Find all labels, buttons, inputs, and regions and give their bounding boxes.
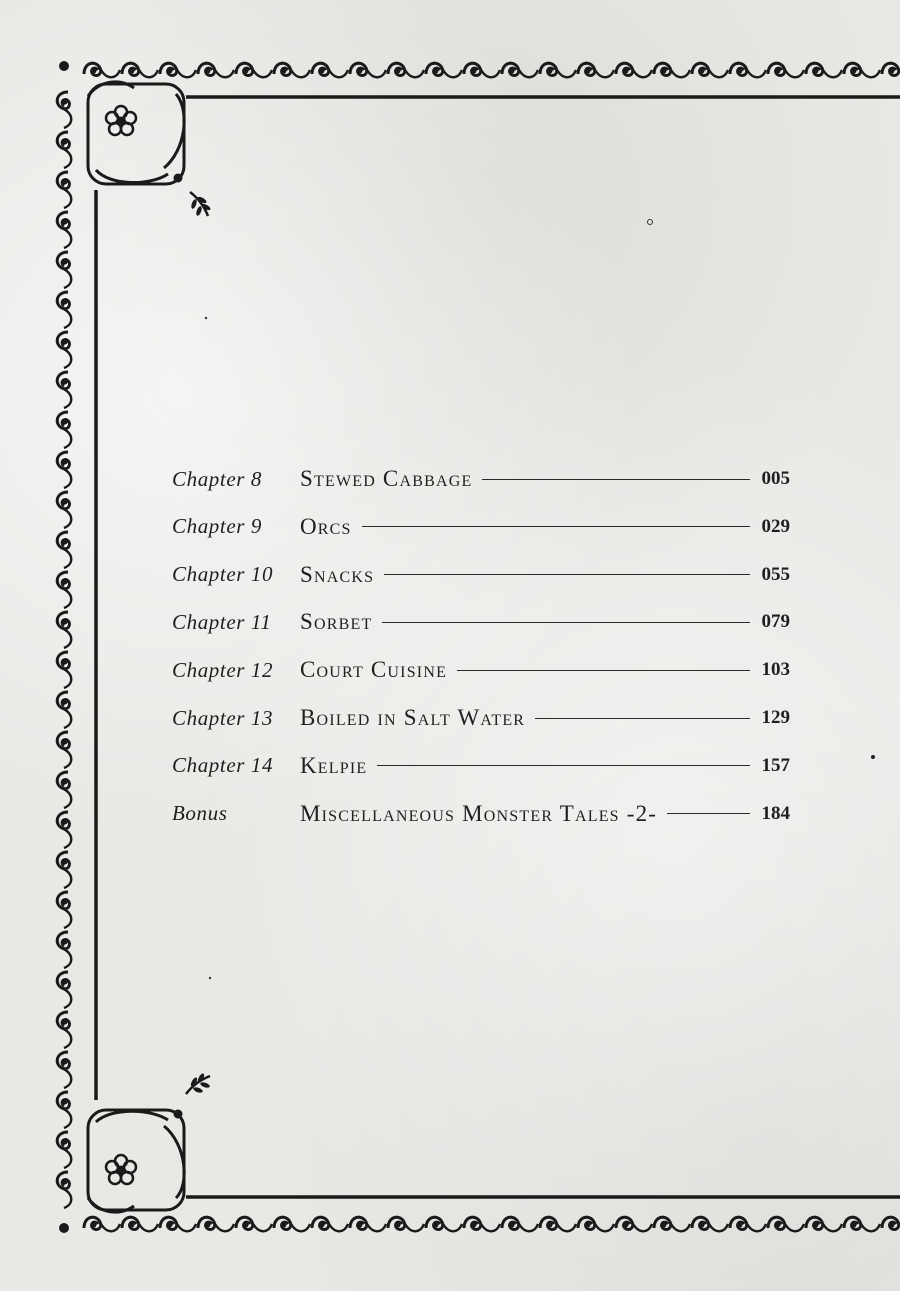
chapter-label: Chapter 13 [172,705,274,730]
scroll-ornament [57,772,71,808]
scroll-ornament [198,1217,234,1231]
scroll-ornament [198,63,234,77]
scroll-ornament [57,1092,71,1128]
chapter-label: Chapter 11 [172,609,272,634]
scroll-ornament [806,63,842,77]
scroll-ornament [882,1217,900,1231]
chapter-label: Bonus [172,801,228,826]
scroll-ornament [426,63,462,77]
scroll-ornament [844,63,880,77]
scroll-ornament [84,1217,120,1231]
scroll-ornament [274,1217,310,1231]
scroll-ornament [578,1217,614,1231]
scroll-ornament [464,1217,500,1231]
scroll-ornament [502,1217,538,1231]
toc-entry [172,510,790,544]
page-number: 157 [761,754,790,776]
chapter-title: Miscellaneous Monster Tales -2- [300,800,658,826]
chapter-label: Chapter 9 [172,514,262,539]
scroll-ornament [350,1217,386,1231]
scroll-ornament [122,63,158,77]
dot-leader-line [535,718,750,719]
chapter-title: Court Cuisine [300,657,448,683]
page-number: 129 [761,707,790,728]
scroll-ornament [57,492,71,528]
toc-entry [172,749,790,783]
scroll-ornament [730,63,766,77]
dot-leader-line [377,765,750,766]
scroll-ornament [388,63,424,77]
scroll-ornament [692,63,728,77]
toc-entry [172,797,790,831]
scroll-ornament [806,1217,842,1231]
page-number: 029 [761,515,790,537]
scroll-ornament [654,63,690,77]
scroll-ornament [540,1217,576,1231]
scroll-ornament [57,932,71,968]
scroll-ornament [57,132,71,168]
scroll-ornament [502,63,538,77]
scroll-ornament [57,812,71,848]
scroll-ornament [57,1132,71,1168]
toc-entry [172,462,790,496]
scroll-ornament [616,63,652,77]
scroll-ornament [57,172,71,208]
chapter-title: Sorbet [300,609,373,635]
scroll-ornament [57,412,71,448]
scroll-ornament [578,63,614,77]
scroll-ornament [692,1217,728,1231]
chapter-title: Orcs [300,513,352,539]
scroll-ornament [312,1217,348,1231]
scroll-ornament [57,1172,71,1208]
scroll-ornament [426,1217,462,1231]
scroll-ornament [768,63,804,77]
page-number: 055 [761,563,790,585]
dot-leader-line [382,622,750,623]
toc-entry [172,558,790,592]
scroll-ornament [464,63,500,77]
scroll-ornament [350,63,386,77]
scroll-ornament [57,972,71,1008]
dot-leader-line [362,526,750,527]
chapter-title: Boiled in Salt Water [300,705,526,730]
scroll-ornament [57,332,71,368]
scroll-ornament [882,63,900,77]
scroll-ornament [57,852,71,888]
scroll-ornament [57,692,71,728]
scroll-ornament [57,252,71,288]
chapter-label: Chapter 14 [172,753,274,778]
scroll-ornament [57,572,71,608]
scroll-ornament [57,452,71,488]
chapter-label: Chapter 12 [172,657,274,682]
scroll-ornament [122,1217,158,1231]
scroll-ornament [57,372,71,408]
scroll-ornament [57,732,71,768]
chapter-title: Stewed Cabbage [300,466,473,491]
scroll-ornament [57,892,71,928]
page-number: 005 [761,468,790,489]
scroll-ornament [236,1217,272,1231]
scroll-ornament [84,63,120,77]
toc-entry [172,653,790,687]
scroll-ornament [236,63,272,77]
scroll-ornament [312,63,348,77]
scroll-ornament [57,532,71,568]
dot-leader-line [667,813,750,814]
chapter-title: Kelpie [300,752,368,778]
scroll-ornament [160,1217,196,1231]
scroll-ornament [730,1217,766,1231]
dot-leader-line [482,479,750,480]
scroll-ornament [57,652,71,688]
scroll-ornament [57,1052,71,1088]
scroll-ornament [57,1012,71,1048]
scroll-ornament [616,1217,652,1231]
scroll-ornament [844,1217,880,1231]
scroll-ornament [57,612,71,648]
scroll-ornament [274,63,310,77]
scroll-ornament [57,292,71,328]
scroll-ornament [654,1217,690,1231]
scroll-ornament [57,212,71,248]
page-number: 184 [761,802,790,824]
chapter-label: Chapter 10 [172,562,274,587]
dot-leader-line [457,670,750,671]
dot-leader-line [384,574,750,575]
page-number: 103 [761,659,790,681]
chapter-title: Snacks [300,561,375,587]
chapter-label: Chapter 8 [172,466,262,491]
scroll-ornament [160,63,196,77]
scroll-ornament [388,1217,424,1231]
scroll-ornament [768,1217,804,1231]
scroll-ornament [540,63,576,77]
page-number: 079 [761,611,790,633]
toc-entry [172,605,790,639]
scroll-ornament [57,92,71,128]
toc-entry [172,701,790,735]
